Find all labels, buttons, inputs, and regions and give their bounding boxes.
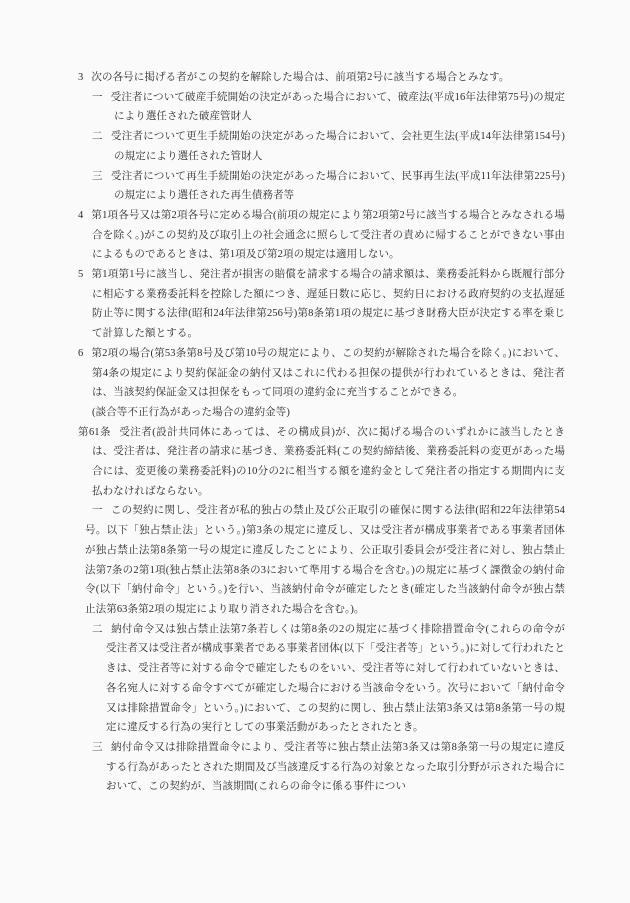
article-61-item-3-marker: 三 [92, 741, 103, 753]
paragraph-3-item-2-text: 受注者について更生手続開始の決定があった場合において、会社更生法(平成14年法律第154号)の規定により選任された管財人 [110, 131, 566, 162]
paragraph-6-text: 第2項の場合(第53条第8号及び第10号の規定により、この契約が解除された場合を除く。)において、第4条の規定により契約保証金の納付又はこれに代わる担保の提供が行われているときは、発注者は、当該契約保証金又は担保をもって同項の違約金に充当することができる。 [91, 347, 565, 399]
article-61-item-1-text: この契約に関し、受注者が私的独占の禁止及び公正取引の確保に関する法律(昭和22年法律第54号。以下「独占禁止法」という。)第3条の規定に違反し、又は受注者が構成事業者である事業者団体が独占禁止法第8条第一号の規定に違反したことにより、公正取引委員会が受注者に対し、独占禁止法第7条の2第1項(独占禁止法第8条の3において準用する場合を含む。)の規定に基づく課徴金の納付命令(以下「納付命令」という。)を行い、当該納付命令が確定したとき(確定した当該納付命令が独占禁止法第63条第2項の規定により取り消された場合を含む。)。 [85, 505, 565, 615]
article-61-caption: (談合等不正行為があった場合の違約金等) [92, 406, 290, 418]
paragraph-3-item-2-marker: 二 [92, 131, 103, 143]
article-61-item-1 [78, 501, 565, 619]
article-61-text: 受注者(設計共同体にあっては、その構成員)が、次に掲げる場合のいずれかに該当したときは、受注者は、発注者の請求に基づき、業務委託料(この契約締結後、業務委託料の変更があった場合には、変更後の業務委託料)の10分の2に相当する額を違約金として発注者の指定する期間内に支払わなければならない。 [92, 426, 566, 497]
article-61-item-2-marker: 二 [92, 623, 103, 635]
paragraph-5-text: 第1項第1号に該当し、発注者が損害の賠償を請求する場合の請求額は、業務委託料から既履行部分に相応する業務委託料を控除した額につき、遅延日数に応じ、契約日における政府契約の支払遅延防止等に関する法律(昭和24年法律第256号)第8条第1項の規定に基づき財務大臣が決定する率を乗じて計算した額とする。 [91, 269, 565, 340]
article-61-marker: 第61条 [78, 426, 111, 438]
paragraph-3-item-2 [78, 127, 565, 166]
paragraph-3 [78, 68, 565, 88]
paragraph-4-text: 第1項各号又は第2項各号に定める場合(前項の規定により第2項第2号に該当する場合とみなされる場合を除く。)がこの契約及び取引上の社会通念に照らして受注者の責めに帰することができない事由によるものであるときは、第1項及び第2項の規定は適用しない。 [91, 209, 565, 261]
article-61-item-3-text: 納付命令又は排除措置命令により、受注者等に独占禁止法第3条又は第8条第一号の規定に違反する行為があったとされた期間及び当該違反する行為の対象となった取引分野が示された場合において、この契約が、当該期間(これらの命令に係る事件につい [106, 741, 565, 793]
paragraph-6-marker: 6 [78, 347, 84, 359]
article-61-item-2-text: 納付命令又は独占禁止法第7条若しくは第8条の2の規定に基づく排除措置命令(これらの命令が受注者又は受注者が構成事業者である事業者団体(以下「受注者等」という。)に対して行われたときは、受注者等に対する命令で確定したものをいい、受注者等に対して行われていないときは、各名宛人に対する命令すべてが確定した場合における当該命令をいう。次号において「納付命令又は排除措置命令」という。)において、この契約に関し、独占禁止法第3条又は第8条第一号の規定に違反する行為の実行としての事業活動があったとされたとき。 [106, 623, 565, 734]
article-61-item-3 [78, 738, 565, 797]
paragraph-6 [78, 344, 565, 403]
paragraph-5 [78, 265, 565, 344]
article-61-item-2 [78, 620, 565, 738]
paragraph-3-item-1-marker: 一 [92, 91, 103, 103]
paragraph-3-marker: 3 [78, 72, 84, 83]
paragraph-3-item-1 [78, 88, 565, 127]
paragraph-3-text: 次の各号に掲げる者がこの契約を解除した場合は、前項第2号に該当する場合とみなす。 [91, 72, 510, 83]
paragraph-4 [78, 206, 565, 265]
article-61-item-1-marker: 一 [92, 505, 103, 517]
paragraph-3-item-3-text: 受注者について再生手続開始の決定があった場合において、民事再生法(平成11年法律第225号)の規定により選任された再生債務者等 [110, 170, 565, 202]
paragraph-3-item-3 [78, 167, 565, 206]
paragraph-3-item-3-marker: 三 [92, 170, 103, 182]
contract-body [78, 68, 565, 797]
article-61 [78, 423, 565, 502]
paragraph-4-marker: 4 [78, 209, 84, 221]
paragraph-3-item-1-text: 受注者について破産手続開始の決定があった場合において、破産法(平成16年法律第75号)の規定により選任された破産管財人 [110, 91, 565, 123]
paragraph-5-marker: 5 [78, 269, 84, 281]
